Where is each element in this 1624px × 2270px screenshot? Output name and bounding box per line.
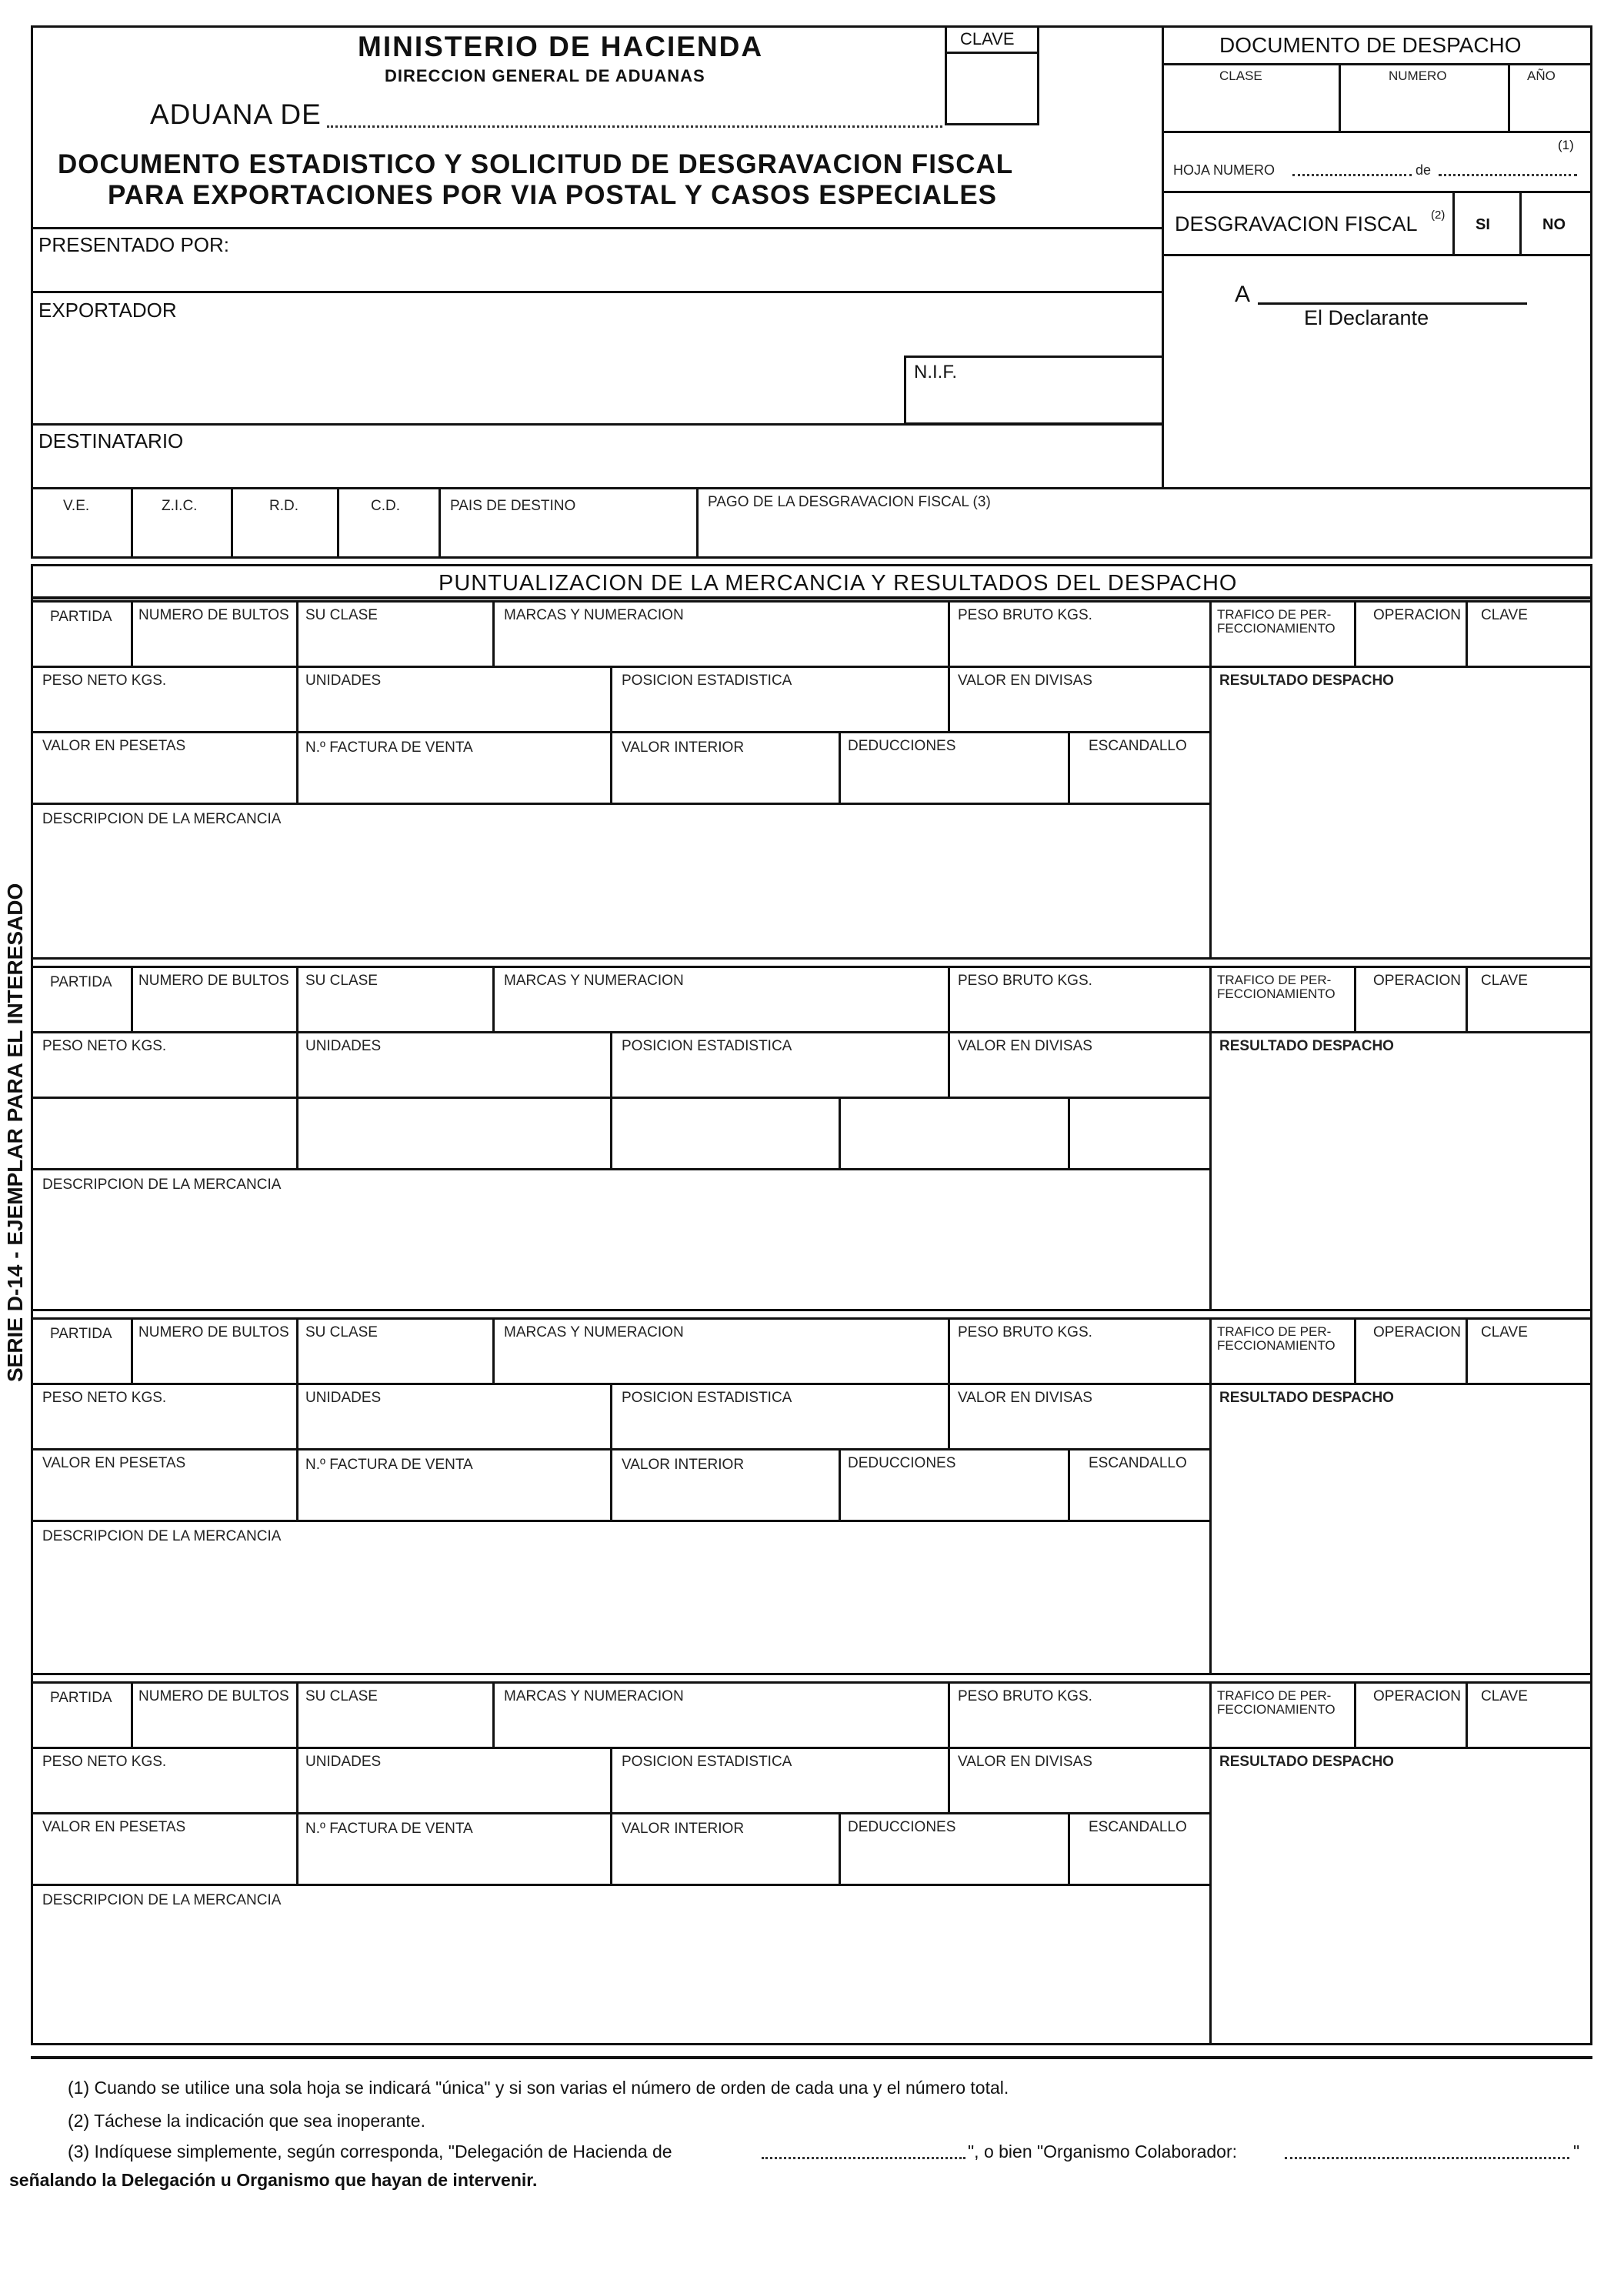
- doc-title-line1: DOCUMENTO ESTADISTICO Y SOLICITUD DE DESGRAVACION FISCAL: [58, 149, 1014, 179]
- item-3-peso-neto: PESO NETO KGS.: [42, 1390, 167, 1406]
- codes-v3: [337, 487, 339, 559]
- item-2-valor-divisas: VALOR EN DIVISAS: [958, 1038, 1092, 1054]
- item-3-posicion: POSICION ESTADISTICA: [622, 1390, 792, 1406]
- despacho-box: [1162, 25, 1592, 489]
- item-1-bultos: NUMERO DE BULTOS: [138, 607, 289, 623]
- item-4-escandallo: ESCANDALLO: [1089, 1819, 1187, 1835]
- item-2-peso-bruto: PESO BRUTO KGS.: [958, 973, 1092, 989]
- cd-label: C.D.: [371, 498, 400, 514]
- item-4-trafico-1: TRAFICO DE PER-: [1217, 1688, 1332, 1703]
- directorate-title: DIRECCION GENERAL DE ADUANAS: [385, 66, 705, 85]
- item-3-valor-divisas: VALOR EN DIVISAS: [958, 1390, 1092, 1406]
- ve-label: V.E.: [63, 498, 90, 514]
- item-1-valor-divisas: VALOR EN DIVISAS: [958, 673, 1092, 689]
- item-4-valor-interior: VALOR INTERIOR: [622, 1821, 745, 1837]
- item-1-partida: PARTIDA: [50, 609, 112, 625]
- side-series-label: SERIE D-14 - EJEMPLAR PARA EL INTERESADO: [3, 883, 27, 1382]
- despacho-vline2: [1508, 63, 1510, 131]
- customs-field[interactable]: [327, 125, 942, 128]
- desgravacion-note: (2): [1431, 209, 1446, 222]
- footnote-2: (2) Táchese la indicación que sea inoperante.: [68, 2111, 425, 2131]
- rd-label: R.D.: [269, 498, 298, 514]
- footnote-4: señalando la Delegación u Organismo que hayan de intervenir.: [9, 2170, 538, 2190]
- item-4-descripcion: DESCRIPCION DE LA MERCANCIA: [42, 1892, 282, 1908]
- item-3-deducciones: DEDUCCIONES: [848, 1455, 956, 1471]
- no-option[interactable]: NO: [1542, 216, 1566, 233]
- hoja-field[interactable]: [1292, 174, 1412, 176]
- item-2-operacion: OPERACION: [1373, 973, 1462, 989]
- item-4-unidades: UNIDADES: [305, 1754, 382, 1770]
- footnote-3-field1: [762, 2157, 965, 2159]
- item-4-bultos: NUMERO DE BULTOS: [138, 1688, 289, 1704]
- item-1-unidades: UNIDADES: [305, 673, 382, 689]
- item-3-bultos: NUMERO DE BULTOS: [138, 1324, 289, 1340]
- item-2-clave: CLAVE: [1481, 973, 1528, 989]
- despacho-title: DOCUMENTO DE DESPACHO: [1219, 33, 1522, 57]
- si-divider: [1452, 191, 1455, 254]
- footnote-3a: (3) Indíquese simplemente, según corresponda, "Delegación de Hacienda de: [68, 2141, 672, 2162]
- item-1-clase: SU CLASE: [305, 607, 378, 623]
- item-4-posicion: POSICION ESTADISTICA: [622, 1754, 792, 1770]
- footnote-1: (1) Cuando se utilice una sola hoja se indicará "única" y si son varias el número de orden de cada una y el número total.: [68, 2078, 1009, 2098]
- item-3-trafico-1: TRAFICO DE PER-: [1217, 1324, 1332, 1339]
- si-option[interactable]: SI: [1476, 216, 1490, 233]
- item-4-clave: CLAVE: [1481, 1688, 1528, 1704]
- footnote-3c: ": [1573, 2141, 1580, 2162]
- item-1-marcas: MARCAS Y NUMERACION: [504, 607, 684, 623]
- item-1-posicion: POSICION ESTADISTICA: [622, 673, 792, 689]
- destinatario-label: DESTINATARIO: [38, 429, 184, 452]
- item-4-factura: N.º FACTURA DE VENTA: [305, 1821, 473, 1837]
- item-3-peso-bruto: PESO BRUTO KGS.: [958, 1324, 1092, 1340]
- item-4-clase: SU CLASE: [305, 1688, 378, 1704]
- codes-v5: [696, 487, 699, 559]
- item-3-valor-pesetas: VALOR EN PESETAS: [42, 1455, 186, 1471]
- item-4-peso-bruto: PESO BRUTO KGS.: [958, 1688, 1092, 1704]
- item-1-peso-neto: PESO NETO KGS.: [42, 673, 167, 689]
- item-2-marcas: MARCAS Y NUMERACION: [504, 973, 684, 989]
- presentado-label: PRESENTADO POR:: [38, 233, 230, 256]
- hoja-label: HOJA NUMERO: [1173, 162, 1276, 178]
- item-1-factura: N.º FACTURA DE VENTA: [305, 739, 473, 756]
- codes-v1: [131, 487, 133, 559]
- despacho-line4: [1162, 254, 1592, 256]
- nif-label: N.I.F.: [914, 362, 958, 382]
- no-divider: [1519, 191, 1522, 254]
- item-1-operacion: OPERACION: [1373, 607, 1462, 623]
- item-2-partida: PARTIDA: [50, 974, 112, 990]
- item-3-resultado: RESULTADO DESPACHO: [1219, 1390, 1394, 1406]
- declarante-line[interactable]: [1258, 302, 1527, 305]
- zic-label: Z.I.C.: [162, 498, 198, 514]
- item-3-clave: CLAVE: [1481, 1324, 1528, 1340]
- exportador-label: EXPORTADOR: [38, 299, 177, 322]
- pais-label: PAIS DE DESTINO: [450, 498, 576, 514]
- item-1-trafico-2: FECCIONAMIENTO: [1217, 621, 1336, 636]
- item-3-marcas: MARCAS Y NUMERACION: [504, 1324, 684, 1340]
- item-3-trafico-2: FECCIONAMIENTO: [1217, 1338, 1336, 1353]
- section-title: PUNTUALIZACION DE LA MERCANCIA Y RESULTADOS DEL DESPACHO: [439, 571, 1238, 596]
- item-1-resultado: RESULTADO DESPACHO: [1219, 673, 1394, 689]
- item-4-trafico-2: FECCIONAMIENTO: [1217, 1702, 1336, 1717]
- item-1-trafico-1: TRAFICO DE PER-: [1217, 607, 1332, 622]
- item-2-resultado: RESULTADO DESPACHO: [1219, 1038, 1394, 1054]
- doc-title-line2: PARA EXPORTACIONES POR VIA POSTAL Y CASOS ESPECIALES: [108, 180, 998, 210]
- item-1-valor-pesetas: VALOR EN PESETAS: [42, 738, 186, 754]
- ano-label: AÑO: [1527, 68, 1556, 83]
- footnote-3b: ", o bien "Organismo Colaborador:: [968, 2141, 1238, 2162]
- item-2-trafico-2: FECCIONAMIENTO: [1217, 986, 1336, 1001]
- item-3-partida: PARTIDA: [50, 1326, 112, 1342]
- desgravacion-label: DESGRAVACION FISCAL: [1175, 212, 1418, 235]
- item-3-operacion: OPERACION: [1373, 1324, 1462, 1340]
- item-1-descripcion: DESCRIPCION DE LA MERCANCIA: [42, 811, 282, 827]
- bottom-rule: [31, 2056, 1592, 2059]
- item-4-deducciones: DEDUCCIONES: [848, 1819, 956, 1835]
- pago-label: PAGO DE LA DESGRAVACION FISCAL (3): [708, 494, 991, 510]
- item-3-descripcion: DESCRIPCION DE LA MERCANCIA: [42, 1528, 282, 1544]
- item-2-bultos: NUMERO DE BULTOS: [138, 973, 289, 989]
- item-3-valor-interior: VALOR INTERIOR: [622, 1457, 745, 1473]
- declarante-a: A: [1235, 282, 1251, 307]
- item-2-unidades: UNIDADES: [305, 1038, 382, 1054]
- clave-divider: [945, 52, 1039, 54]
- despacho-line3: [1162, 191, 1592, 193]
- item-3-factura: N.º FACTURA DE VENTA: [305, 1457, 473, 1473]
- hoja-de-label: de: [1416, 162, 1432, 178]
- item-3-clase: SU CLASE: [305, 1324, 378, 1340]
- item-1-peso-bruto: PESO BRUTO KGS.: [958, 607, 1092, 623]
- item-4-valor-pesetas: VALOR EN PESETAS: [42, 1819, 186, 1835]
- item-1-clave: CLAVE: [1481, 607, 1528, 623]
- numero-label: NUMERO: [1389, 68, 1447, 83]
- item-3-escandallo: ESCANDALLO: [1089, 1455, 1187, 1471]
- item-1-deducciones: DEDUCCIONES: [848, 738, 956, 754]
- item-1-valor-interior: VALOR INTERIOR: [622, 739, 745, 756]
- item-4-peso-neto: PESO NETO KGS.: [42, 1754, 167, 1770]
- footnote-3-field2: [1285, 2157, 1569, 2159]
- item-2-descripcion: DESCRIPCION DE LA MERCANCIA: [42, 1177, 282, 1193]
- codes-v2: [231, 487, 233, 559]
- item-4-marcas: MARCAS Y NUMERACION: [504, 1688, 684, 1704]
- hoja-total-field[interactable]: [1439, 174, 1577, 176]
- item-2-trafico-1: TRAFICO DE PER-: [1217, 973, 1332, 987]
- item-4-valor-divisas: VALOR EN DIVISAS: [958, 1754, 1092, 1770]
- item-4-operacion: OPERACION: [1373, 1688, 1462, 1704]
- item-2-posicion: POSICION ESTADISTICA: [622, 1038, 792, 1054]
- parties-line1: [31, 291, 1164, 293]
- despacho-line2: [1162, 131, 1592, 133]
- clave-label: CLAVE: [960, 29, 1015, 48]
- parties-line2: [31, 423, 1164, 426]
- ministry-title: MINISTERIO DE HACIENDA: [358, 31, 764, 62]
- hoja-note: (1): [1558, 138, 1574, 152]
- declarante-label: El Declarante: [1304, 306, 1429, 329]
- item-4-resultado: RESULTADO DESPACHO: [1219, 1754, 1394, 1770]
- customs-label: ADUANA DE: [150, 98, 322, 130]
- despacho-vline1: [1339, 63, 1341, 131]
- despacho-line1: [1162, 63, 1592, 65]
- item-2-clase: SU CLASE: [305, 973, 378, 989]
- item-4-partida: PARTIDA: [50, 1690, 112, 1706]
- clase-label: CLASE: [1219, 68, 1262, 83]
- codes-v4: [439, 487, 441, 559]
- item-1-escandallo: ESCANDALLO: [1089, 738, 1187, 754]
- items-frame: [31, 597, 1592, 2045]
- item-2-peso-neto: PESO NETO KGS.: [42, 1038, 167, 1054]
- item-3-unidades: UNIDADES: [305, 1390, 382, 1406]
